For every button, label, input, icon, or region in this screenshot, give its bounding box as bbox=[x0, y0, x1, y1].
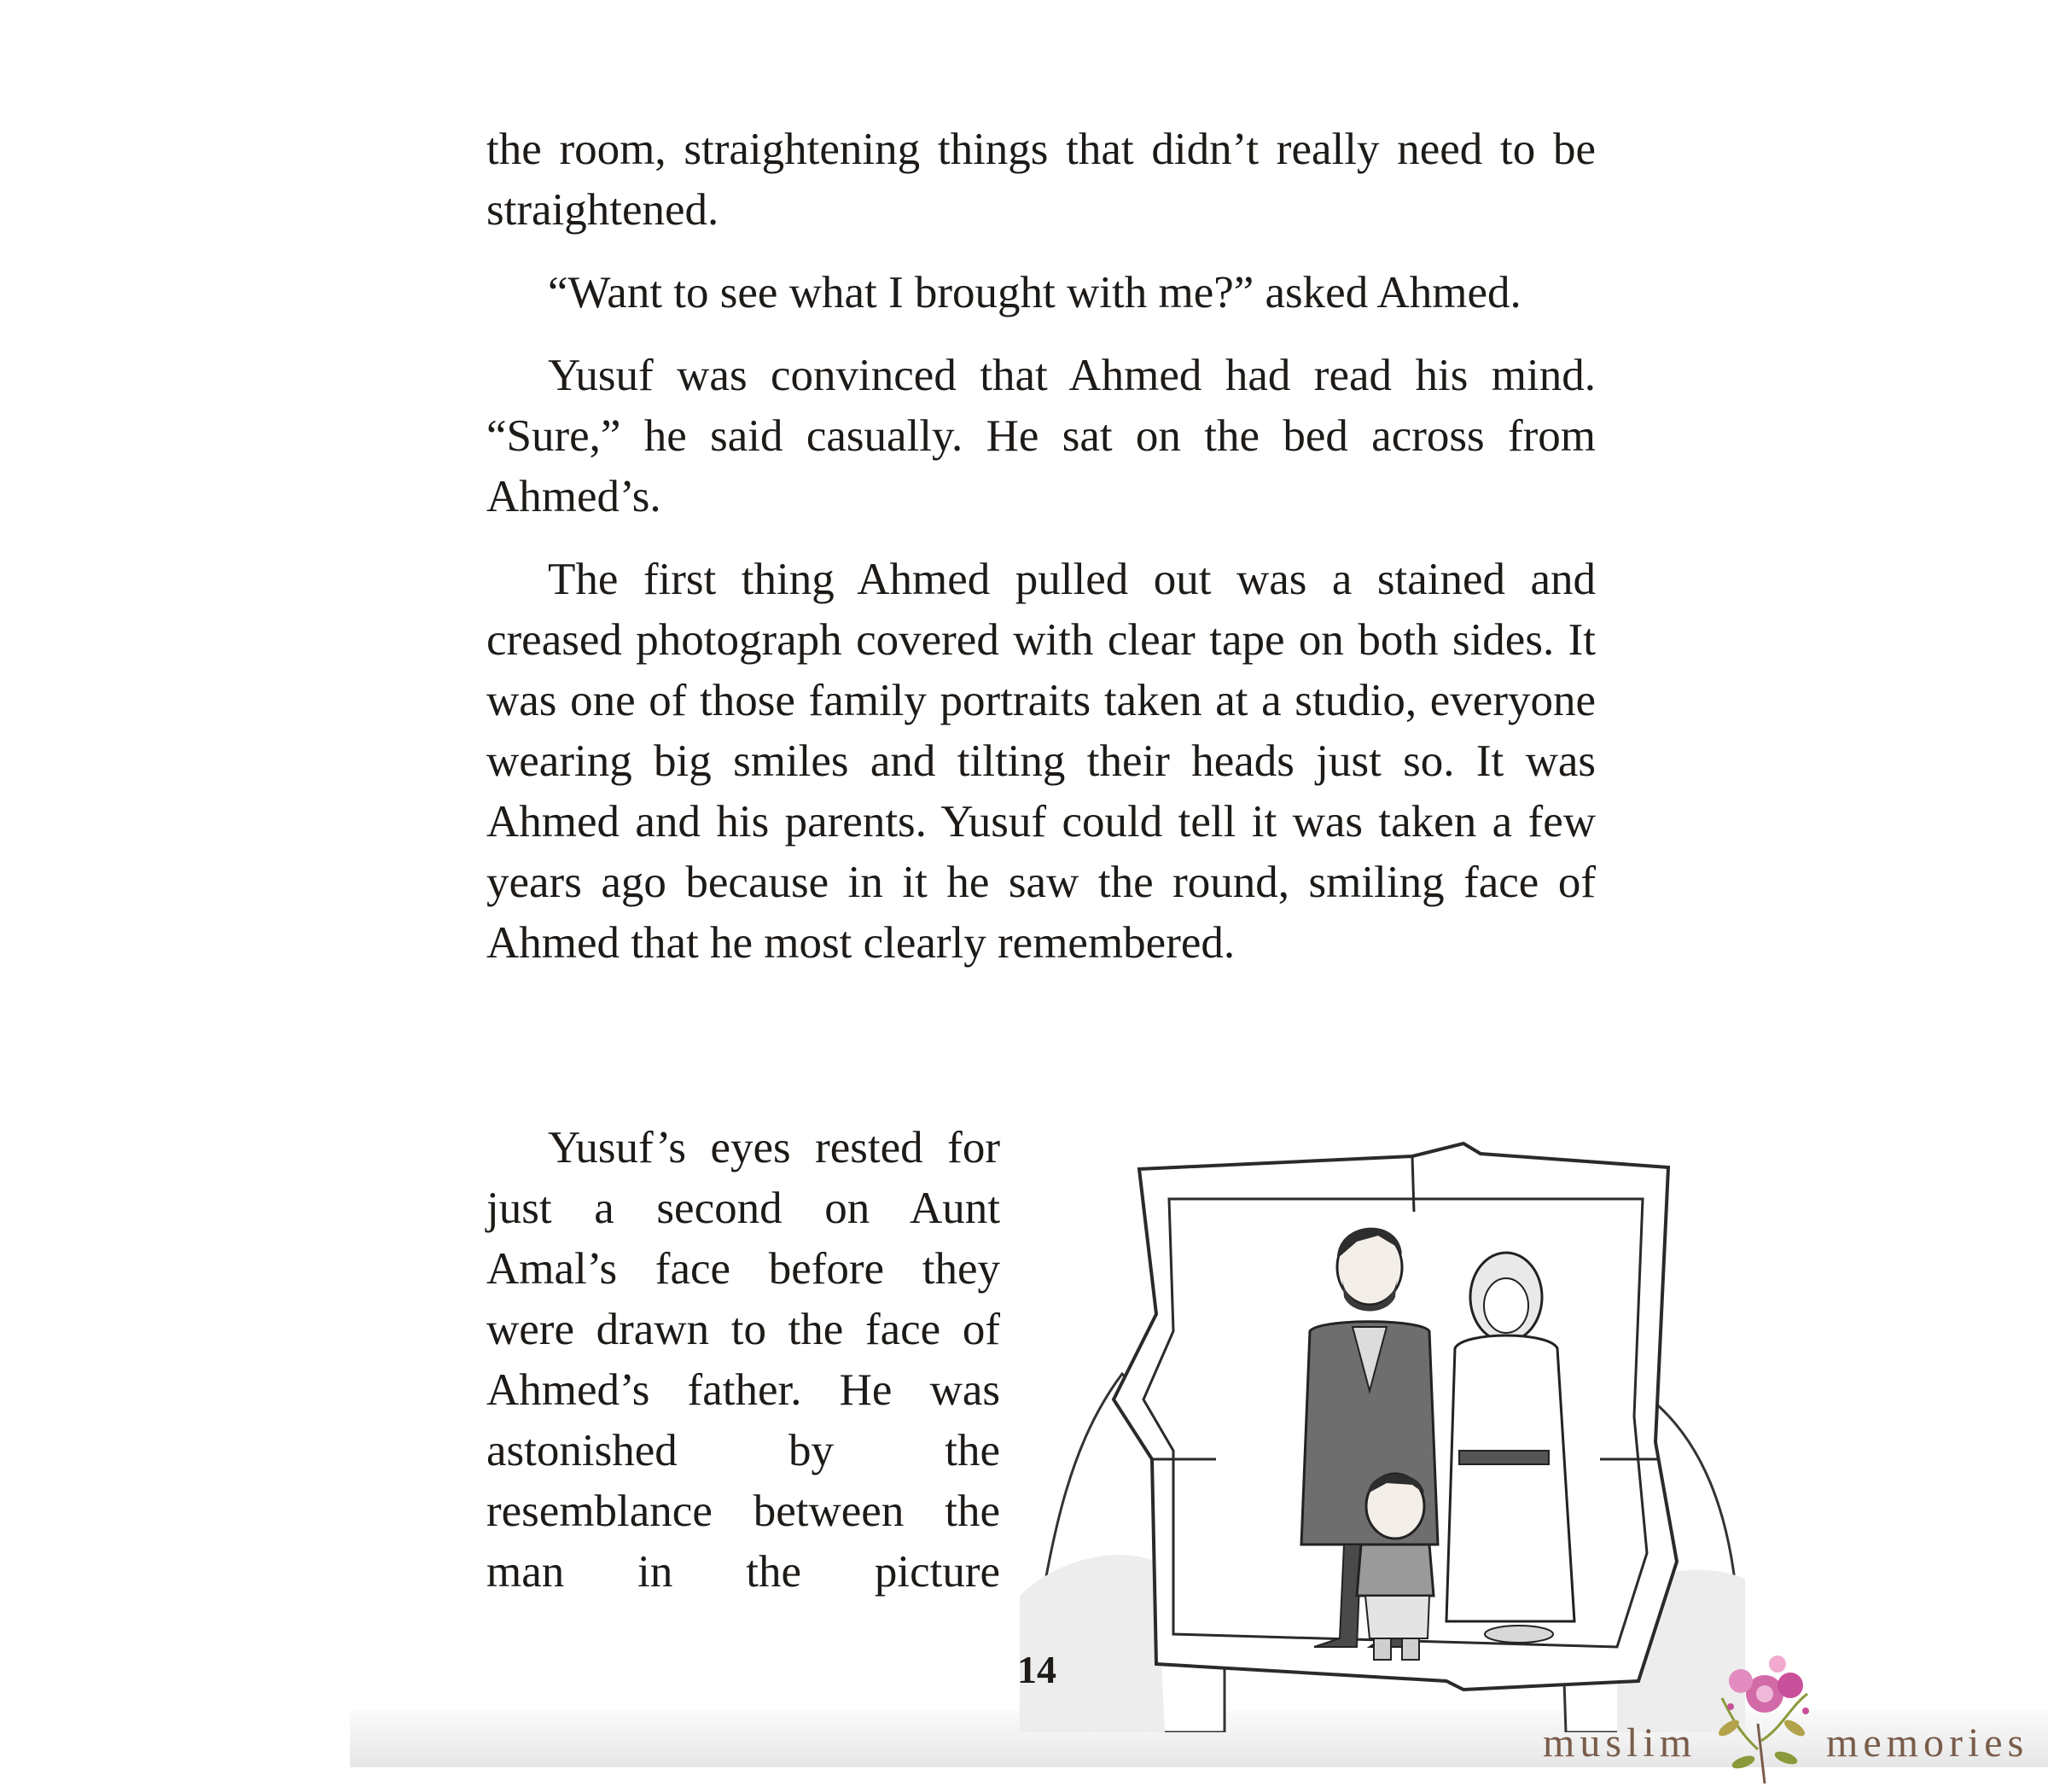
watermark-word-left: muslim bbox=[1543, 1720, 1697, 1766]
flower-bouquet-icon bbox=[1705, 1647, 1824, 1792]
paragraph-4: The first thing Ahmed pulled out was a stained and creased photograph covered with clear tape on both sides. It was one of those family portraits taken at a studio, everyone wearing big smiles and tilting their heads just so. It was Ahmed and his parents. Yusuf could tell it was taken a few years ago because in it he saw the round, smiling face of Ahmed that he most clearly remembered. bbox=[486, 555, 1596, 968]
child-figure bbox=[1357, 1474, 1434, 1660]
paragraph-3: Yusuf was convinced that Ahmed had read his mind. “Sure,” he said casually. He sat on the bed across from Ahmed’s. bbox=[486, 351, 1596, 521]
photo-crease-top bbox=[1412, 1156, 1414, 1212]
page-number: 14 bbox=[1017, 1648, 1056, 1691]
text-column bbox=[486, 119, 1596, 996]
family-photo-illustration bbox=[1020, 1118, 1745, 1732]
left-sleeve bbox=[1020, 1555, 1165, 1732]
watermark-word-right: memories bbox=[1826, 1720, 2029, 1766]
paragraph-5-wrapped: Yusuf’s eyes rested for just a second on Aunt Amal’s face before they were drawn to the face of Ahmed’s father. He was astonished by the resemblance between the man in the picture bbox=[486, 1123, 1000, 1597]
paragraph-1: the room, straightening things that didn’t really need to be straightened. bbox=[486, 125, 1596, 235]
paragraph-2: “Want to see what I brought with me?” asked Ahmed. bbox=[548, 268, 1521, 317]
watermark bbox=[1543, 1647, 2048, 1792]
